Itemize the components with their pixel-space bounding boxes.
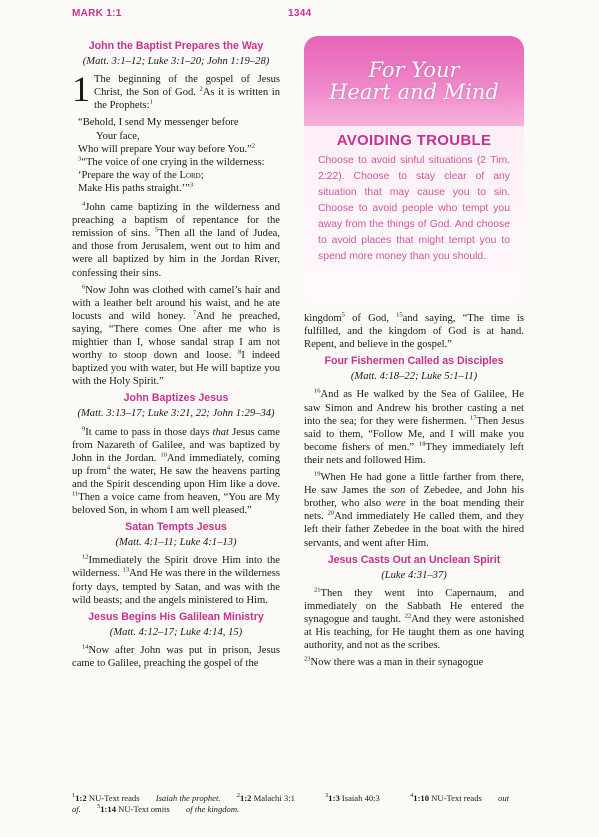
verse-text: Then a voice came from heaven, “You are My beloved Son, in whom I am well pleased.” <box>72 492 280 517</box>
verse-number: 14 <box>82 643 89 651</box>
verse-text: John came baptizing in the wilderness and preaching a baptism of repentance for the remission of sins. <box>72 202 280 240</box>
footnote-marker[interactable]: 1 <box>149 98 153 106</box>
footnote-text: Malachi 3:1 <box>251 793 295 803</box>
italic-word: were <box>385 498 406 510</box>
footnote-row <box>72 793 527 815</box>
verse-text: of Zebedee, and John his brother, who also <box>304 485 524 510</box>
verse-number: 23 <box>304 655 311 663</box>
verse-number: 2 <box>199 85 203 93</box>
lord-smallcaps: Lord <box>179 169 201 181</box>
running-header-ref: MARK 1:1 <box>72 8 122 19</box>
section-heading: John the Baptist Prepares the Way <box>88 40 264 52</box>
verse-text: the water, He saw the heavens parting and the Spirit descending upon Him like a dove. <box>72 465 280 490</box>
verse-number: 5 <box>154 226 159 234</box>
verse-number: 21 <box>314 586 321 594</box>
sidebar-banner <box>304 36 524 126</box>
poem-line <box>78 182 280 195</box>
verse-paragraph <box>72 644 280 670</box>
page-number: 1344 <box>288 8 312 19</box>
footnote-mark: 4 <box>410 792 414 800</box>
footnote-ref: 1:14 <box>100 804 117 814</box>
verse-text: And He was there in the wilderness forty days, tempted by Satan, and was with the wild beasts; and the angels ministered to Him. <box>72 568 280 606</box>
poem-line-text: Make His paths straight.’” <box>78 182 190 194</box>
chapter-number: 1 <box>72 69 90 110</box>
verse-text: And immediately, coming up from <box>72 452 280 477</box>
verse-number: 20 <box>327 509 335 517</box>
verse-paragraph <box>304 656 524 669</box>
italic-word: son <box>390 485 406 497</box>
left-column <box>72 36 280 674</box>
verse-paragraph <box>72 284 280 389</box>
poem-line-text: ‘Prepare the way of the <box>78 169 180 181</box>
section-heading: Jesus Begins His Galilean Ministry <box>88 610 264 623</box>
footnote-marker[interactable]: 3 <box>189 181 194 189</box>
footnote-marker[interactable]: 4 <box>106 464 111 472</box>
cross-references: (Matt. 3:13–17; Luke 3:21, 22; John 1:29–34) <box>77 408 275 420</box>
verse-number: 4 <box>82 200 86 208</box>
verse-text: When He had gone a little farther from there, He saw James the <box>304 472 524 497</box>
footnote-ref: 1:3 <box>328 793 340 803</box>
footnote <box>237 793 309 803</box>
verse-text: Now after John was put in prison, Jesus came to Galilee, preaching the gospel of the <box>72 644 280 670</box>
verse-number: 18 <box>418 440 426 448</box>
verse-number: 12 <box>82 553 89 561</box>
footnote-text: NU-Text omits <box>116 804 172 814</box>
verse-number: 6 <box>82 283 86 291</box>
cross-references: (Matt. 4:1–11; Luke 4:1–13) <box>115 537 237 549</box>
poem-line: Your face, <box>96 130 140 142</box>
section-heading: Satan Tempts Jesus <box>125 521 227 534</box>
footnote <box>97 804 239 814</box>
verse-text: And immediately He called them, and they left their father Zebedee in the boat with the hired servants, and went after Him. <box>304 511 524 549</box>
cross-references: (Luke 4:31–37) <box>381 569 447 581</box>
poem-line <box>78 143 280 156</box>
verse-text: They immediately left their nets and followed Him. <box>304 441 524 466</box>
verse-text: I indeed baptized you with water, but He will baptize you with the Holy Spirit.” <box>72 350 280 388</box>
verse-text: and saying, “The time is fulfilled, and the kingdom of God is at hand. Repent, and believe in the gospel.” <box>304 313 524 351</box>
footnotes <box>72 793 527 815</box>
footnote-mark: 3 <box>325 792 329 800</box>
verse-number: 22 <box>404 612 412 620</box>
right-column <box>304 312 524 673</box>
footnote-ref: 1:10 <box>413 793 430 803</box>
italic-word: that <box>212 426 229 438</box>
section-heading: Four Fishermen Called as Disciples <box>324 355 504 368</box>
verse-paragraph <box>304 471 524 550</box>
verse-paragraph <box>72 554 280 606</box>
footnote-ref: 1:2 <box>239 793 252 803</box>
poem-line <box>78 169 280 182</box>
footnote-italic: of the kingdom. <box>185 804 240 814</box>
verse-number: 15 <box>396 311 403 319</box>
verse-text: Then Jesus said to them, “Follow Me, and I will make you become fishers of men.” <box>304 415 524 453</box>
verse-text: Now there was a man in their synagogue <box>310 657 484 669</box>
verse-paragraph <box>304 587 524 652</box>
verse-number: 8 <box>238 348 242 356</box>
footnote-marker[interactable]: 5 <box>341 311 345 319</box>
footnote <box>325 793 394 803</box>
footnote-text: NU-Text reads <box>429 793 485 803</box>
verse-number: 16 <box>314 387 321 395</box>
sidebar-title-line: For Your <box>368 58 460 82</box>
verse-number: 3 <box>78 155 82 163</box>
verse-number: 13 <box>122 566 130 574</box>
devotional-sidebar <box>304 36 524 304</box>
verse-text: in the boat mending their nets. <box>304 498 524 523</box>
sidebar-title-line: Heart and Mind <box>329 80 499 104</box>
poem-line: “Behold, I send My messenger before <box>78 117 239 129</box>
verse-text: of God, <box>344 313 397 324</box>
footnote-text: Isaiah 40:3 <box>339 793 380 803</box>
footnote-text: NU-Text reads <box>86 793 142 803</box>
quotation <box>78 116 280 195</box>
verse-number: 9 <box>82 425 86 432</box>
verse-number: 17 <box>469 414 477 422</box>
sidebar-body: Choose to avoid sinful situations (2 Tim. 2:22). Choose to stay clear of any situation that may cause you to sin. Choose to avoid people who tempt you away from the things of God. And choose to avoid places that might tempt you to spend more money than you should. <box>318 155 510 262</box>
verse-text: Immediately the Spirit drove Him into the wilderness. <box>72 555 280 580</box>
cross-references: (Matt. 4:12–17; Luke 4:14, 15) <box>109 626 243 638</box>
footnote-italic: Isaiah the prophet. <box>155 793 221 803</box>
footnote-mark: 5 <box>97 803 101 811</box>
verse-text: Jesus came from Nazareth of Galilee, and was baptized by John in the Jordan. <box>72 426 280 464</box>
poem-line-text: ; <box>200 169 204 181</box>
verse-number: 10 <box>160 451 167 459</box>
poem-line-text: Who will prepare Your way before You.” <box>78 143 252 155</box>
cross-references: (Matt. 3:1–12; Luke 3:1–20; John 1:19–28) <box>82 56 270 68</box>
footnote <box>72 793 221 803</box>
verse-paragraph <box>72 426 280 518</box>
verse-paragraph <box>304 388 524 467</box>
verse-paragraph <box>72 201 280 280</box>
footnote-italic: out of. <box>72 793 510 814</box>
section-heading: Jesus Casts Out an Unclean Spirit <box>327 553 501 566</box>
verse-number: 19 <box>314 470 321 478</box>
verse-text: As it is written in the Prophets: <box>94 87 280 112</box>
verse-text: kingdom <box>304 313 342 324</box>
cross-references: (Matt. 4:18–22; Luke 5:1–11) <box>350 371 478 383</box>
verse-text: Now John was clothed with camel’s hair and with a leather belt around his waist, and he ate locusts and wild honey. <box>72 284 280 322</box>
footnote-mark: 1 <box>72 792 76 800</box>
poem-line <box>78 156 280 169</box>
verse-text: It came to pass in those days <box>85 426 213 438</box>
verse-text: And as He walked by the Sea of Galilee, He saw Simon and Andrew his brother casting a net into the sea; for they were fishermen. <box>304 389 524 427</box>
verse-text: And they were astonished at His teaching, for He taught them as one having authority, and not as the scribes. <box>304 613 525 652</box>
verse-text: The beginning of the gospel of Jesus Christ, the Son of God. <box>94 74 280 99</box>
verse-paragraph <box>72 69 280 112</box>
poem-line-text: “The voice of one crying in the wilderness: <box>81 156 265 168</box>
footnote-ref: 1:2 <box>75 793 87 803</box>
verse-text: Then they went into Capernaum, and immediately on the Sabbath He entered the synagogue and taught. <box>304 587 524 625</box>
verse-number: 11 <box>72 490 79 498</box>
sidebar-heading: AVOIDING TROUBLE <box>336 132 492 149</box>
verse-number: 7 <box>192 309 197 317</box>
verse-paragraph <box>304 312 524 351</box>
section-heading: John Baptizes Jesus <box>123 392 229 405</box>
footnote-marker[interactable]: 2 <box>251 142 256 150</box>
verse-text: Then all the land of Judea, and those from Jerusalem, went out to him and were all baptized by him in the Jordan River, confessing their sins. <box>72 228 281 279</box>
footnote-mark: 2 <box>236 792 240 800</box>
verse-text: And he preached, saying, “There comes One after me who is mightier than I, whose sandal strap I am not worthy to stoop down and loose. <box>72 310 280 362</box>
